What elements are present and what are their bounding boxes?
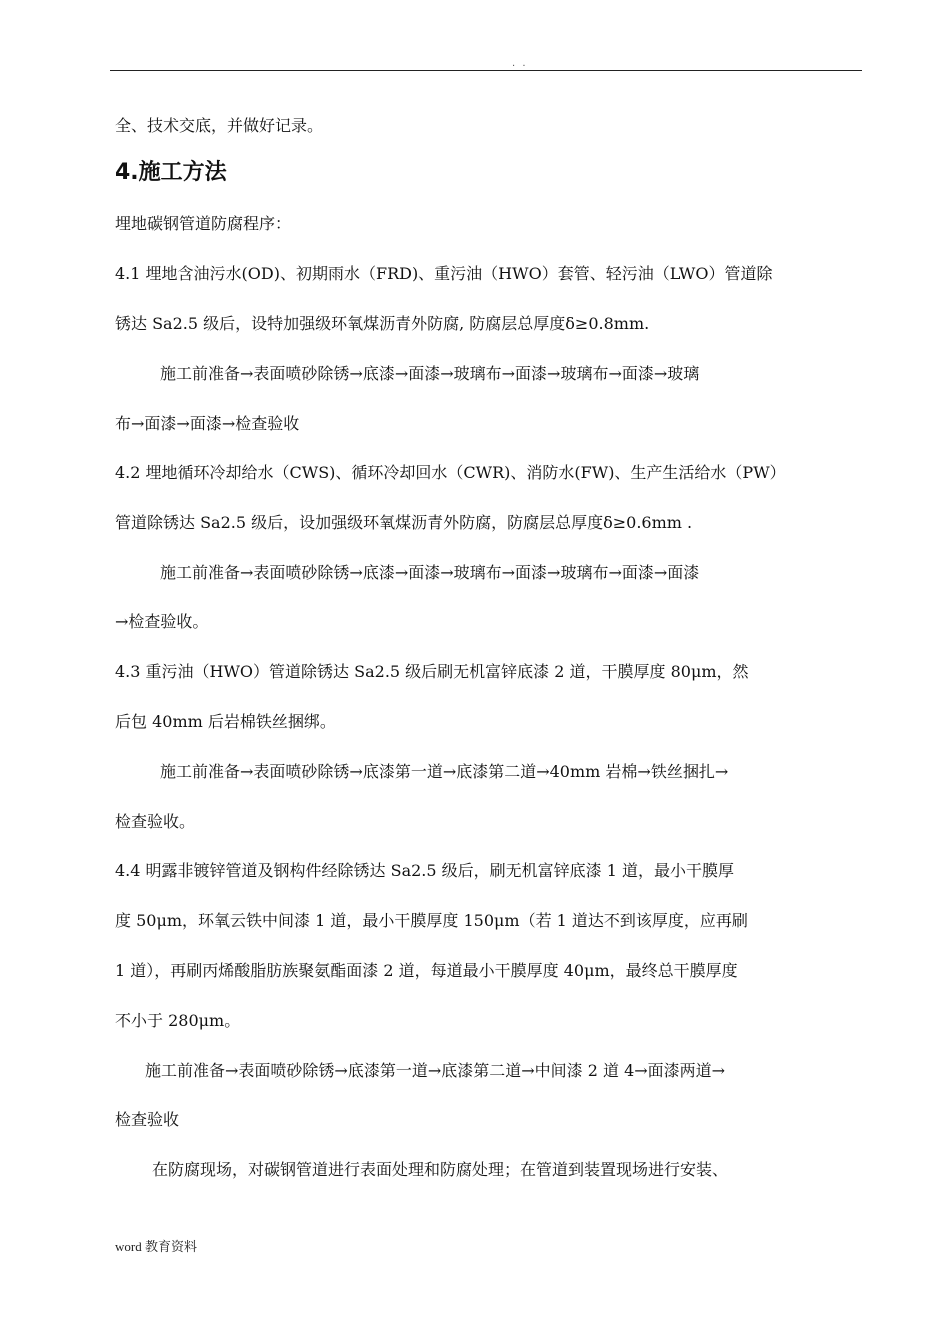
section-heading: 4.施工方法 xyxy=(115,160,227,185)
header-marker: . . xyxy=(512,58,528,69)
footer-text: word 教育资料 xyxy=(115,1239,197,1254)
s41-flow-1: 施工前准备→表面喷砂除锈→底漆→面漆→玻璃布→面漆→玻璃布→面漆→玻璃 xyxy=(160,364,700,383)
s43-line-1: 4.3 重污油（HWO）管道除锈达 Sa2.5 级后刷无机富锌底漆 2 道，干膜厚度 80μm，然 xyxy=(115,662,749,681)
s44-line-4: 不小于 280μm。 xyxy=(115,1011,241,1030)
s43-flow-2: 检查验收。 xyxy=(115,812,196,831)
s44-line-2: 度 50μm，环氧云铁中间漆 1 道，最小干膜厚度 150μm（若 1 道达不到该厚度，应再刷 xyxy=(115,911,748,930)
s42-flow-1: 施工前准备→表面喷砂除锈→底漆→面漆→玻璃布→面漆→玻璃布→面漆→面漆 xyxy=(160,563,700,582)
s43-flow-1: 施工前准备→表面喷砂除锈→底漆第一道→底漆第二道→40mm 岩棉→铁丝捆扎→ xyxy=(160,762,729,781)
s44-line-1: 4.4 明露非镀锌管道及钢构件经除锈达 Sa2.5 级后，刷无机富锌底漆 1 道，最小干膜厚 xyxy=(115,861,735,880)
header-rule xyxy=(110,70,862,71)
s41-flow-2: 布→面漆→面漆→检查验收 xyxy=(115,414,300,433)
s41-line-1: 4.1 埋地含油污水(OD)、初期雨水（FRD)、重污油（HWO）套管、轻污油（LWO）管道除 xyxy=(115,264,773,283)
s43-line-2: 后包 40mm 后岩棉铁丝捆绑。 xyxy=(115,712,336,731)
program-title: 埋地碳钢管道防腐程序： xyxy=(115,214,292,233)
s42-line-2: 管道除锈达 Sa2.5 级后，设加强级环氧煤沥青外防腐，防腐层总厚度δ≥0.6mm . xyxy=(115,513,693,532)
s41-line-2: 锈达 Sa2.5 级后，设特加强级环氧煤沥青外防腐, 防腐层总厚度δ≥0.8mm. xyxy=(115,314,650,333)
s44-line-3: 1 道），再刷丙烯酸脂肪族聚氨酯面漆 2 道，每道最小干膜厚度 40μm，最终总干膜厚度 xyxy=(115,961,738,980)
s42-flow-2: →检查验收。 xyxy=(115,612,209,631)
closing-line: 在防腐现场，对碳钢管道进行表面处理和防腐处理；在管道到装置现场进行安装、 xyxy=(152,1160,729,1179)
s44-flow-2: 检查验收 xyxy=(115,1110,180,1129)
s42-line-1: 4.2 埋地循环冷却给水（CWS)、循环冷却回水（CWR)、消防水(FW)、生产生活给水（PW） xyxy=(115,463,786,482)
s44-flow-1: 施工前准备→表面喷砂除锈→底漆第一道→底漆第二道→中间漆 2 道 4→面漆两道→ xyxy=(145,1061,726,1080)
intro-line: 全、技术交底，并做好记录。 xyxy=(115,116,324,135)
